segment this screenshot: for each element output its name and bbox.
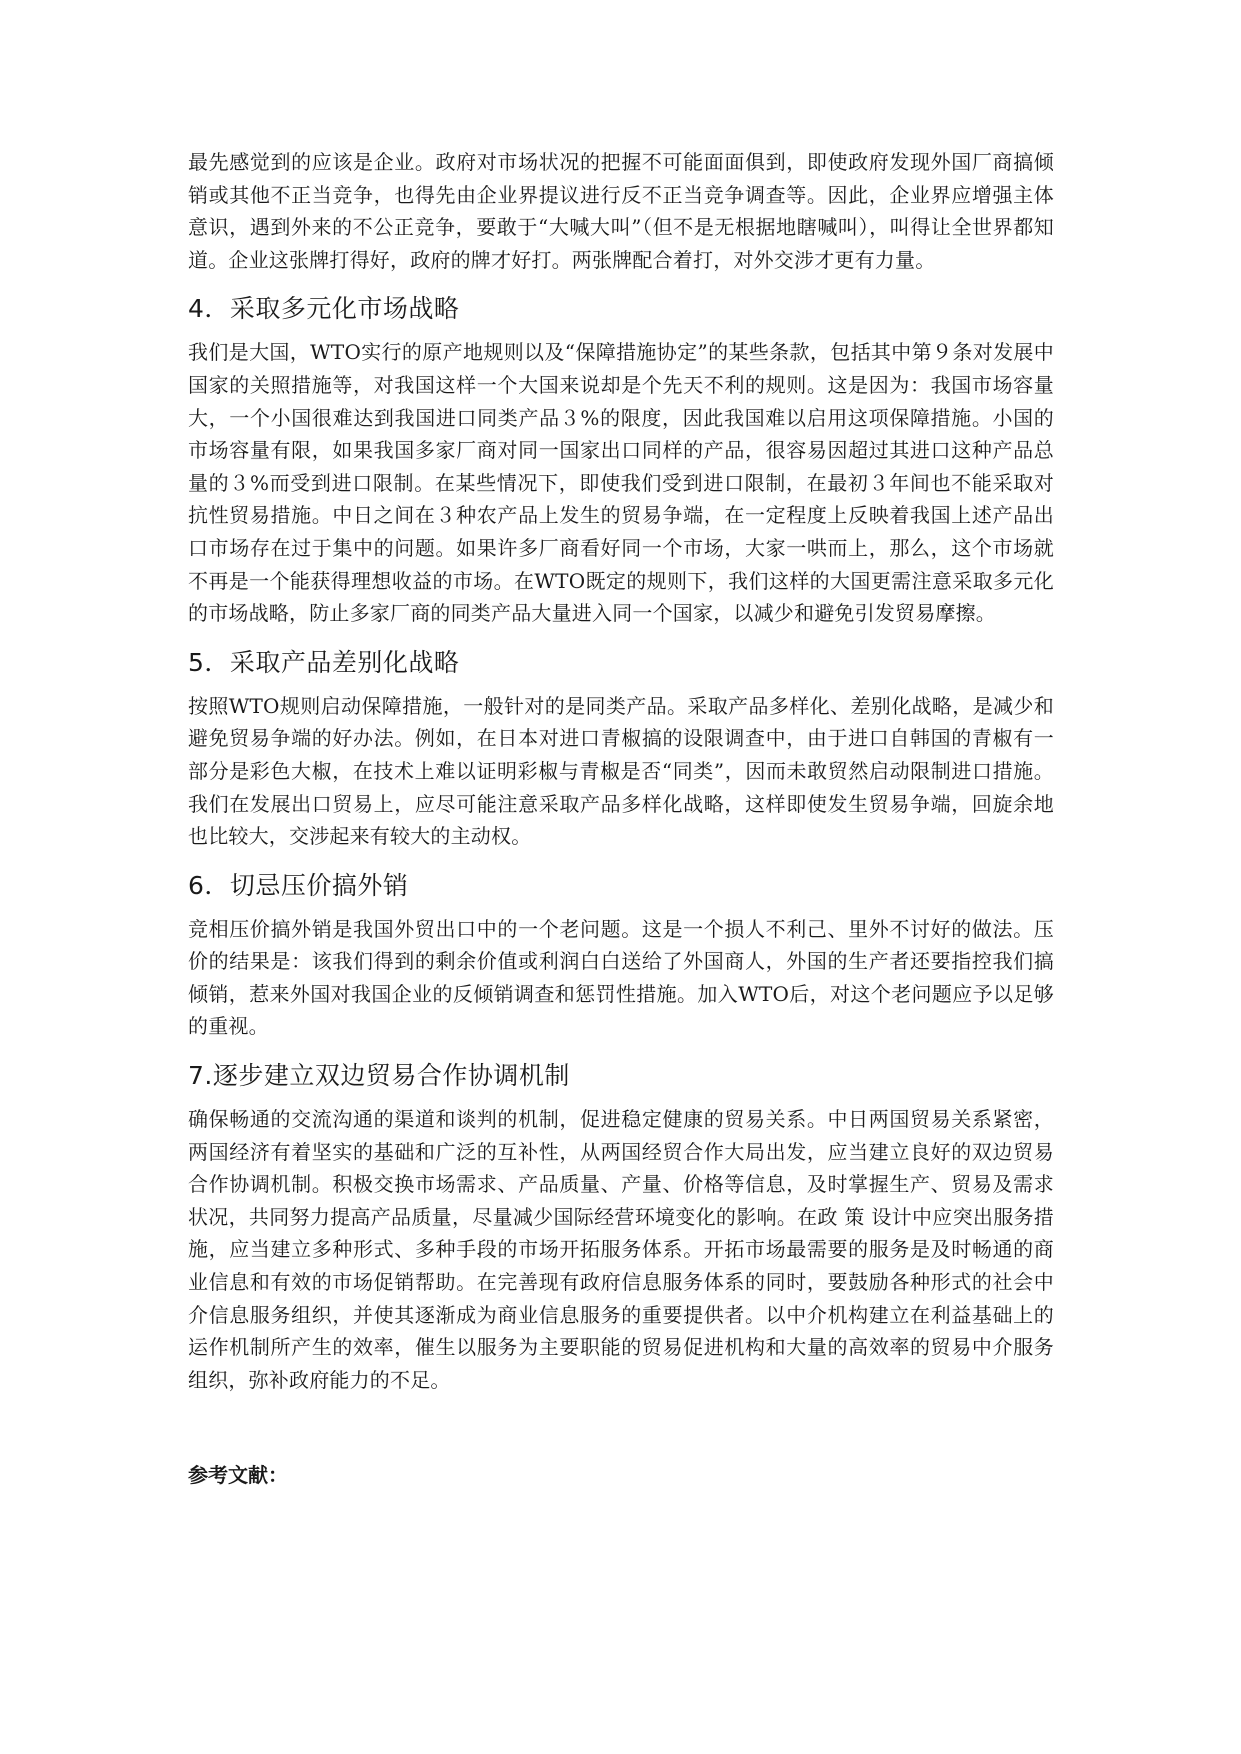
section-body-5: 按照WTO规则启动保障措施，一般针对的是同类产品。采取产品多样化、差别化战略，是减少和避免贸易争端的好办法。例如，在日本对进口青椒搞的设限调查中，由于进口自韩国的青椒有一部分是彩色大椒，在技术上难以证明彩椒与青椒是否“同类”，因而未敢贸然启动限制进口措施。我们在发展出口贸易上，应尽可能注意采取产品多样化战略，这样即使发生贸易争端，回旋余地也比较大，交涉起来有较大的主动权。 — [188, 693, 1054, 849]
section-body-7: 确保畅通的交流沟通的渠道和谈判的机制，促进稳定健康的贸易关系。中日两国贸易关系紧密，两国经济有着坚实的基础和广泛的互补性，从两国经贸合作大局出发，应当建立良好的双边贸易合作协调机制。积极交换市场需求、产品质量、产量、价格等信息，及时掌握生产、贸易及需求状况，共同努力提高产品质量，尽量减少国际经营环境变化的影响。在政 策 设计中应突出服务措施，应当建立多种形式、多种手段的市场开拓服务体系。开拓市场最需要的服务是及时畅通的商业信息和有效的市场促销帮助。在完善现有政府信息服务体系的同时，要鼓励各种形式的社会中介信息服务组织，并使其逐渐成为商业信息服务的重要提供者。以中介机构建立在利益基础上的运作机制所产生的效率，催生以服务为主要职能的贸易促进机构和大量的高效率的贸易中介服务组织，弥补政府能力的不足。 — [188, 1107, 1054, 1392]
intro-paragraph: 最先感觉到的应该是企业。政府对市场状况的把握不可能面面俱到，即使政府发现外国厂商搞倾销或其他不正当竞争，也得先由企业界提议进行反不正当竞争调查等。因此，企业界应增强主体意识，遇到外来的不公正竞争，要敢于“大喊大叫”（但不是无根据地瞎喊叫），叫得让全世界都知道。企业这张牌打得好，政府的牌才好打。两张牌配合着打，对外交涉才更有力量。 — [188, 150, 1054, 272]
document-page — [188, 146, 1054, 1490]
section-heading-7: 7.逐步建立双边贸易合作协调机制 — [188, 1061, 570, 1091]
section-body-6: 竞相压价搞外销是我国外贸出口中的一个老问题。这是一个损人不利己、里外不讨好的做法。压价的结果是：该我们得到的剩余价值或利润白白送给了外国商人，外国的生产者还要指控我们搞倾销，惹来外国对我国企业的反倾销调查和惩罚性措施。加入WTO后，对这个老问题应予以足够的重视。 — [188, 916, 1054, 1039]
section-body-4: 我们是大国，WTO实行的原产地规则以及“保障措施协定”的某些条款，包括其中第９条对发展中国家的关照措施等，对我国这样一个大国来说却是个先天不利的规则。这是因为：我国市场容量大，一个小国很难达到我国进口同类产品３%的限度，因此我国难以启用这项保障措施。小国的市场容量有限，如果我国多家厂商对同一国家出口同样的产品，很容易因超过其进口这种产品总量的３%而受到进口限制。在某些情况下，即使我们受到进口限制，在最初３年间也不能采取对抗性贸易措施。中日之间在３种农产品上发生的贸易争端，在一定程度上反映着我国上述产品出口市场存在过于集中的问题。如果许多厂商看好同一个市场，大家一哄而上，那么，这个市场就不再是一个能获得理想收益的市场。在WTO既定的规则下，我们这样的大国更需注意采取多元化的市场战略，防止多家厂商的同类产品大量进入同一个国家，以减少和避免引发贸易摩擦。 — [188, 340, 1054, 626]
references-label: 参考文献： — [188, 1463, 288, 1488]
section-heading-5: 5．采取产品差别化战略 — [188, 647, 460, 677]
section-heading-4: 4．采取多元化市场战略 — [188, 294, 460, 324]
section-heading-6: 6．切忌压价搞外销 — [188, 870, 409, 900]
